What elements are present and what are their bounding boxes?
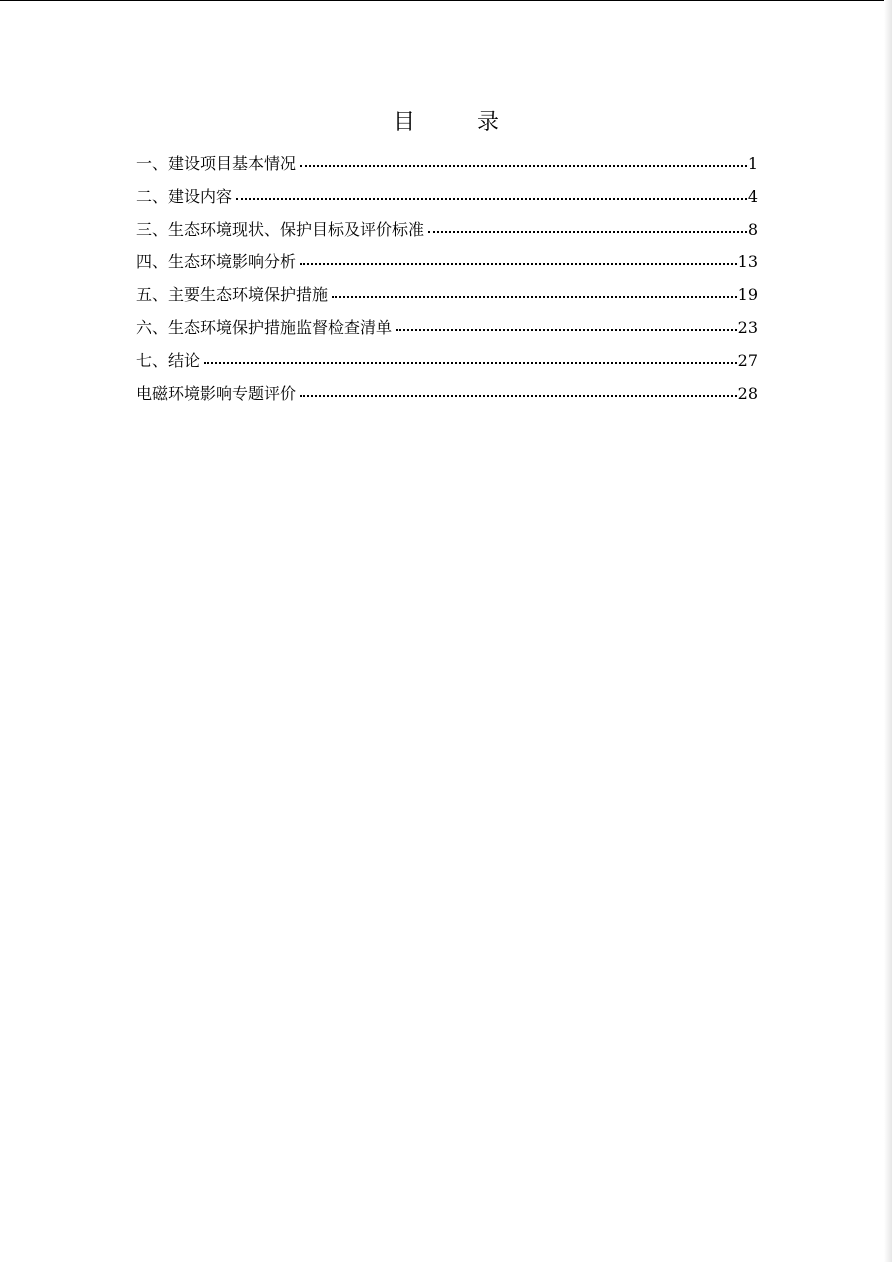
- dot-leader: [396, 329, 737, 331]
- dot-leader: [236, 198, 747, 200]
- toc-entry[interactable]: [136, 314, 758, 347]
- toc-entry[interactable]: [136, 183, 758, 216]
- toc-entry-page: 23: [737, 317, 758, 337]
- toc-entry-label: 二、建设内容: [136, 186, 233, 206]
- toc-entry-label: 一、建设项目基本情况: [136, 154, 297, 173]
- toc-entry-label: 电磁环境影响专题评价: [136, 383, 297, 403]
- toc-entry[interactable]: [136, 216, 758, 249]
- toc-entry-page: 28: [737, 383, 758, 403]
- toc-entry-page: 8: [747, 219, 758, 239]
- toc-entry[interactable]: [136, 347, 758, 380]
- toc-entry-page: 27: [737, 350, 758, 370]
- toc-entry-page: 19: [737, 285, 758, 305]
- toc-entry-label: 七、结论: [136, 350, 201, 370]
- toc-entry[interactable]: [136, 248, 758, 281]
- dot-leader: [332, 296, 737, 298]
- toc-entry-label: 五、主要生态环境保护措施: [136, 285, 329, 305]
- dot-leader: [204, 362, 737, 364]
- toc-entry-label: 四、生态环境影响分析: [136, 252, 297, 272]
- toc-entry-label: 三、生态环境现状、保护目标及评价标准: [136, 219, 425, 239]
- toc-title: 目 录: [392, 110, 519, 135]
- toc-entry[interactable]: [136, 380, 758, 413]
- toc-entry[interactable]: [136, 150, 758, 183]
- toc-entry[interactable]: [136, 281, 758, 314]
- toc-entry-page: 13: [737, 252, 758, 272]
- dot-leader: [300, 165, 747, 167]
- dot-leader: [300, 263, 737, 265]
- toc-entry-label: 六、生态环境保护措施监督检查清单: [136, 317, 393, 337]
- dot-leader: [428, 231, 747, 233]
- toc-entry-page: 4: [747, 186, 758, 206]
- toc-entry-page: 1: [747, 154, 758, 173]
- dot-leader: [300, 395, 737, 397]
- table-of-contents: [136, 150, 758, 412]
